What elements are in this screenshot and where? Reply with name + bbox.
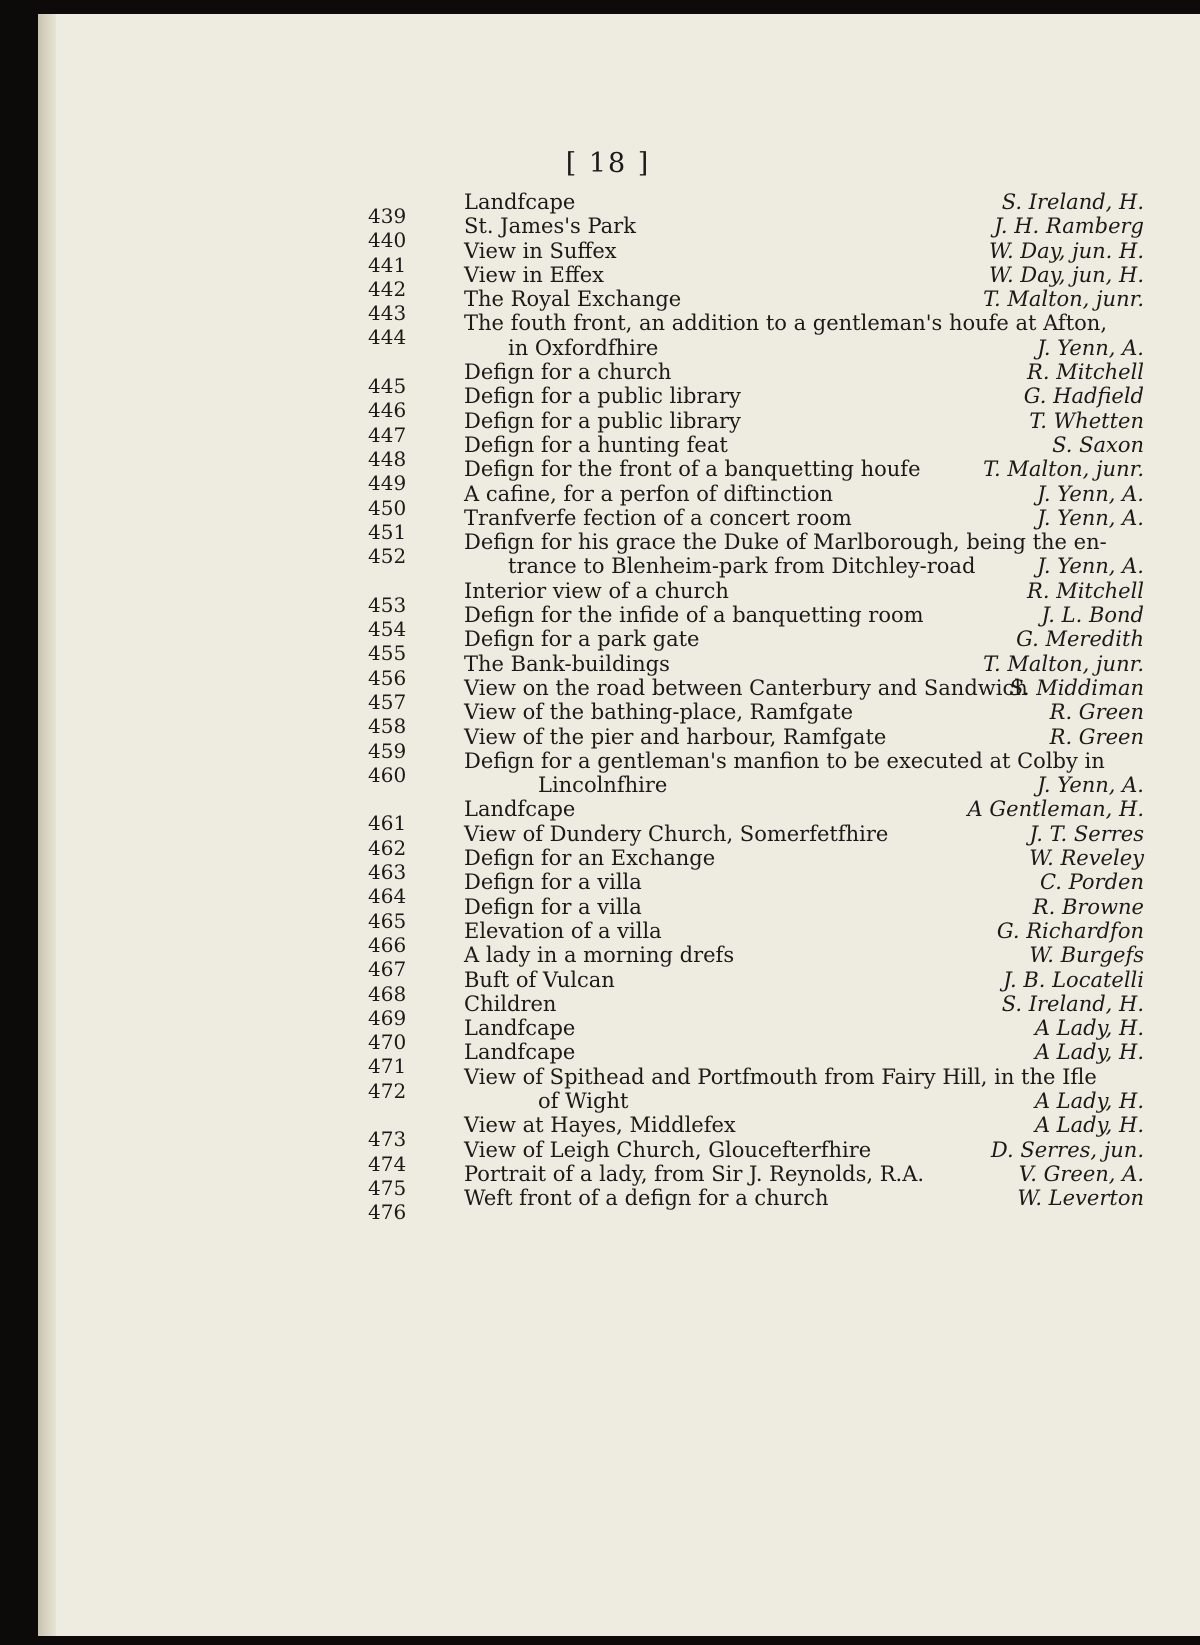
entry-number: 471	[368, 1054, 407, 1079]
entry-title: Defign for a gentleman's manfion to be executed at Colby in	[464, 748, 1105, 773]
entry-number: 448	[368, 446, 407, 471]
entry-title: The Bank-buildings	[464, 651, 670, 676]
entry-number: 468	[368, 981, 407, 1006]
entry-artist: A Lady, H.	[1034, 1016, 1144, 1041]
entry-artist: D. Serres, jun.	[990, 1137, 1144, 1162]
entry-title: A lady in a morning drefs	[464, 943, 735, 968]
entry-number: 451	[368, 519, 407, 544]
catalogue-entry-continuation	[48, 554, 1200, 578]
entry-artist: G. Richardfon	[996, 918, 1144, 943]
entry-artist: T. Malton, junr.	[983, 651, 1144, 676]
entry-artist: S. Ireland, H.	[1001, 190, 1144, 214]
entry-title: Interior view of a church	[464, 578, 729, 603]
entry-artist: W. Burgefs	[1029, 943, 1144, 968]
catalogue-entry	[48, 1016, 1200, 1055]
catalogue-entry-continuation	[48, 773, 1200, 797]
entry-artist: J. Yenn, A.	[1037, 773, 1144, 798]
entry-title: Elevation of a villa	[464, 918, 662, 943]
entry-artist: R. Mitchell	[1027, 360, 1144, 385]
entry-title: Defign for a public library	[464, 408, 741, 433]
entry-number: 470	[368, 1030, 407, 1055]
entry-title: The Royal Exchange	[464, 287, 682, 312]
entry-title: Landfcape	[464, 1040, 576, 1065]
entry-artist: A Lady, H.	[1034, 1088, 1144, 1113]
entry-artist: J. T. Serres	[1029, 821, 1144, 846]
entry-number: 475	[368, 1175, 407, 1200]
entry-title: Landfcape	[464, 1016, 576, 1041]
catalogue-entry-continuation	[48, 336, 1200, 360]
entry-artist: W. Day, jun. H.	[989, 238, 1144, 263]
catalogue-list	[48, 190, 1200, 1225]
entry-title: View of Spithead and Portfmouth from Fairy Hill, in the Ifle	[464, 1064, 1097, 1089]
entry-number: 456	[368, 665, 407, 690]
entry-artist: J. Yenn, A.	[1037, 481, 1144, 506]
entry-title: The fouth front, an addition to a gentleman's houfe at Afton,	[464, 311, 1107, 336]
entry-number: 442	[368, 276, 407, 301]
entry-title: View at Hayes, Middlefex	[464, 1113, 736, 1138]
entry-title: Defign for the infide of a banquetting room	[464, 603, 924, 628]
entry-title: Landfcape	[464, 797, 576, 822]
entry-title-continuation: Lincolnfhire	[538, 773, 668, 798]
entry-artist: T. Whetten	[1029, 408, 1144, 433]
entry-title: Defign for a villa	[464, 894, 642, 919]
entry-number: 466	[368, 932, 407, 957]
entry-number: 440	[368, 228, 407, 253]
entry-number: 453	[368, 592, 407, 617]
entry-number: 454	[368, 617, 407, 642]
entry-title: View of Dundery Church, Somerfetfhire	[464, 821, 889, 846]
catalogue-entry-continuation	[48, 1089, 1200, 1113]
entry-number: 469	[368, 1005, 407, 1030]
entry-title: Portrait of a lady, from Sir J. Reynolds, R.A.	[464, 1161, 925, 1186]
entry-number: 457	[368, 689, 407, 714]
entry-title: Defign for a villa	[464, 870, 642, 895]
entry-title: A cafine, for a perfon of diftinction	[464, 481, 834, 506]
entry-number: 467	[368, 957, 407, 982]
entry-artist: W. Leverton	[1017, 1186, 1144, 1211]
entry-title: View of the bathing-place, Ramfgate	[464, 700, 854, 725]
entry-title: Tranfverfe fection of a concert room	[464, 505, 852, 530]
entry-artist: A Gentleman, H.	[967, 797, 1144, 822]
catalogue-page	[38, 14, 1200, 1636]
entry-number: 464	[368, 884, 407, 909]
entry-artist: S. Saxon	[1052, 432, 1144, 457]
entry-title: Weft front of a defign for a church	[464, 1186, 829, 1211]
entry-artist: J. L. Bond	[1041, 603, 1144, 628]
entry-artist: J. H. Ramberg	[994, 214, 1144, 239]
entry-number: 452	[368, 544, 407, 569]
entry-title-continuation: of Wight	[538, 1088, 629, 1113]
entry-title: Defign for the front of a banquetting houfe	[464, 457, 921, 482]
entry-artist: R. Green	[1049, 700, 1144, 725]
page-number-header: [ 18 ]	[565, 148, 651, 179]
entry-number: 458	[368, 714, 407, 739]
entry-title: Defign for a park gate	[464, 627, 700, 652]
entry-number: 462	[368, 835, 407, 860]
entry-title: Children	[464, 991, 557, 1016]
entry-number: 446	[368, 398, 407, 423]
entry-title: View in Suffex	[464, 238, 617, 263]
entry-artist: J. Yenn, A.	[1037, 505, 1144, 530]
entry-number: 460	[368, 762, 407, 787]
entry-number: 450	[368, 495, 407, 520]
entry-title: Buft of Vulcan	[464, 967, 615, 992]
entry-number: 455	[368, 641, 407, 666]
entry-number: 447	[368, 422, 407, 447]
entry-number: 449	[368, 471, 407, 496]
entry-title: View of the pier and harbour, Ramfgate	[464, 724, 887, 749]
entry-number: 444	[368, 325, 407, 350]
entry-number: 465	[368, 908, 407, 933]
entry-artist: J. Yenn, A.	[1037, 554, 1144, 579]
entry-artist: W. Day, jun, H.	[989, 262, 1144, 287]
entry-artist: T. Malton, junr.	[983, 287, 1144, 312]
entry-artist: A Lady, H.	[1034, 1040, 1144, 1065]
entry-artist: R. Green	[1049, 724, 1144, 749]
entry-title-continuation: trance to Blenheim-park from Ditchley-road	[508, 554, 976, 579]
entry-title: St. James's Park	[464, 214, 636, 239]
entry-artist: G. Hadfield	[1023, 384, 1144, 409]
entry-number: 472	[368, 1078, 407, 1103]
entry-number: 461	[368, 811, 407, 836]
entry-number: 463	[368, 860, 407, 885]
entry-number: 474	[368, 1151, 407, 1176]
entry-number: 439	[368, 204, 407, 228]
entry-title: Defign for a public library	[464, 384, 741, 409]
entry-number: 441	[368, 252, 407, 277]
entry-artist: V. Green, A.	[1018, 1161, 1144, 1186]
entry-artist: S. Middiman	[1009, 675, 1144, 700]
entry-title: Defign for an Exchange	[464, 846, 716, 871]
entry-title: View of Leigh Church, Gloucefterfhire	[464, 1137, 872, 1162]
entry-number: 445	[368, 374, 407, 399]
entry-artist: G. Meredith	[1016, 627, 1144, 652]
entry-artist: S. Ireland, H.	[1001, 991, 1144, 1016]
entry-number: 459	[368, 738, 407, 763]
entry-artist: R. Mitchell	[1027, 578, 1144, 603]
entry-title: View in Effex	[464, 262, 605, 287]
entry-artist: A Lady, H.	[1034, 1113, 1144, 1138]
entry-title: Defign for a hunting feat	[464, 432, 728, 457]
entry-artist: R. Browne	[1032, 894, 1144, 919]
entry-number: 473	[368, 1127, 407, 1152]
entry-artist: J. B. Locatelli	[1003, 967, 1144, 992]
entry-title-continuation: in Oxfordfhire	[508, 335, 659, 360]
entry-artist: W. Reveley	[1029, 846, 1144, 871]
entry-number: 476	[368, 1200, 407, 1225]
entry-artist: C. Porden	[1039, 870, 1144, 895]
entry-title: Defign for his grace the Duke of Marlborough, being the en-	[464, 530, 1107, 555]
entry-title: View on the road between Canterbury and Sandwich	[464, 675, 1028, 700]
entry-artist: J. Yenn, A.	[1037, 335, 1144, 360]
entry-title: Defign for a church	[464, 360, 672, 385]
entry-number: 443	[368, 301, 407, 326]
entry-artist: T. Malton, junr.	[983, 457, 1144, 482]
entry-title: Landfcape	[464, 190, 576, 214]
catalogue-entry	[48, 1186, 1200, 1225]
